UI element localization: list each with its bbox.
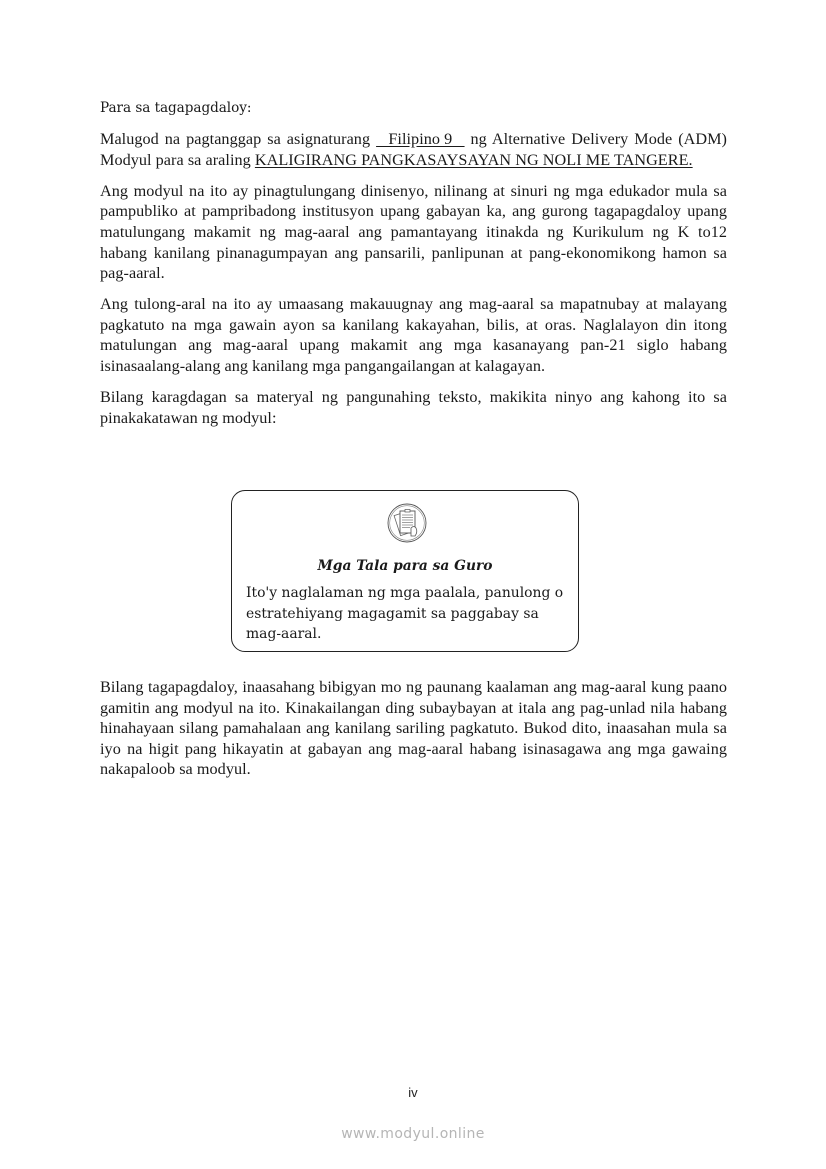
watermark: www.modyul.online [341,1126,485,1142]
closing-paragraph: Bilang tagapagdaloy, inaasahang bibigyan mo ng paunang kaalaman ang mag-aaral kung paano gamitin ang modyul na ito. Kinakailangan ding subaybayan at itala ang pag-unlad nila habang hinahayaan silang pamahalaan ang kanilang sariling pagkatuto. Bukod dito, inaasahan mula sa iyo na higit pang hikayatin at gabayan ang mag-aaral habang isinasagawa ang mga gawaing nakapaloob sa modyul. [100,678,727,779]
box-body: Ito'y naglalaman ng mga paalala, panulong o estratehiyang magagamit sa paggabay sa mag-aaral. [246,585,564,643]
page-number: iv [408,1085,418,1100]
page-content [100,98,727,439]
subject-name: Filipino 9 [376,130,465,149]
paragraph-box-intro: Bilang karagdagan sa materyal ng pangunahing teksto, makikita ninyo ang kahong ito sa pinakakatawan ng modyul: [100,388,727,427]
intro-text-start: Malugod na pagtanggap sa asignaturang [100,130,377,149]
intro-paragraph [100,129,727,170]
box-title: Mga Tala para sa Guro [317,558,493,574]
paragraph-purpose: Ang modyul na ito ay pinagtulungang dinisenyo, nilinang at sinuri ng mga edukador mula sa pampubliko at pampribadong institusyon upang gabayan ka, ang gurong tagapagdaloy upang matulungang makamit ng mag-aaral ang pamantayang itinakda ng Kurikulum ng K to12 habang kanilang pinanagumpayan ang pansarili, panlipunan at pang-ekonomikong hamon sa pag-aaral. [100,181,727,283]
intro-text-middle: ng Alternative Delivery Mode (ADM) Modyul para sa araling [100,130,727,169]
teacher-notes-box [231,490,579,652]
lesson-title: KALIGIRANG PANGKASAYSAYAN NG NOLI ME TANGERE. [254,150,693,169]
paragraph-goals: Ang tulong-aral na ito ay umaasang makauugnay ang mag-aaral sa mapatnubay at malayang pagkatuto na mga gawain ayon sa kanilang kakayahan, bilis, at oras. Naglalayon din itong matulungan ang mag-aaral upang makamit ang mga kasanayang pan-21 siglo habang isinasaalang-alang ang kanilang mga pangangailangan at kalagayan. [100,295,727,376]
clipboard-notes-icon [387,503,427,543]
salutation: Para sa tagapagdaloy: [100,100,252,116]
